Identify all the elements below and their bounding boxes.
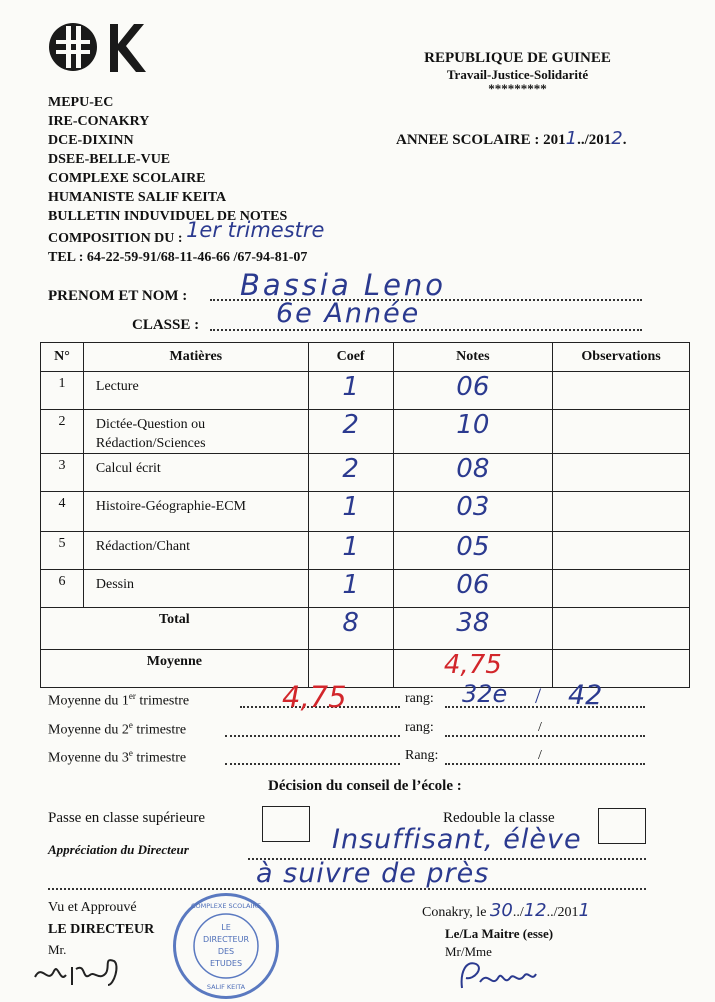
row-note: 06 [393,372,553,410]
student-class: 6e Année [276,298,421,329]
teacher-signature [440,952,560,1002]
trimester-1-rang-label: rang: [405,691,434,706]
trimester-2: Moyenne du 2e trimestre [48,720,187,738]
student-name: Bassia Leno [240,268,447,302]
school-logo [38,18,150,76]
row-observation [553,410,690,454]
row-note: 05 [393,532,553,570]
trimester-2-rang-label: rang: [405,720,434,735]
stars: ********* [488,81,547,96]
rank-separator: / [538,748,542,763]
trimester-3-rang-label: Rang: [405,748,439,763]
svg-text:ETUDES: ETUDES [209,959,243,968]
average-label: Moyenne [41,650,309,688]
trimester-1-rank: 32e [462,680,508,708]
col-subject-header: Matières [83,343,308,372]
header-line: IRE-CONAKRY [48,114,150,129]
total-note: 38 [393,608,553,650]
header-line: DSEE-BELLE-VUE [48,152,171,167]
row-number: 4 [41,492,84,532]
row-observation [553,372,690,410]
appreciation-label: Appréciation du Directeur [48,842,189,857]
table-row [41,372,690,410]
header-line: BULLETIN INDUVIDUEL DE NOTES [48,209,288,224]
header-line: DCE-DIXINN [48,133,134,148]
col-num-header: N° [41,343,84,372]
svg-text:LE: LE [221,923,231,932]
row-number: 6 [41,570,84,608]
passe-checkbox[interactable] [262,806,310,842]
director-signature [30,945,140,995]
header-line: MEPU-EC [48,95,114,110]
row-coef: 1 [308,372,393,410]
header-left [48,93,418,267]
table-header-row [41,343,690,372]
trimester-1-class-size: 42 [568,680,603,711]
row-coef: 1 [308,570,393,608]
row-subject: Lecture [83,372,308,410]
table-row [41,492,690,532]
total-coef: 8 [308,608,393,650]
row-note: 03 [393,492,553,532]
svg-text:SALIF KEITA: SALIF KEITA [206,983,246,991]
trimester-2-dots [225,734,400,737]
director-mr: Mr. [48,942,67,957]
motto: Travail-Justice-Solidarité [446,67,589,82]
row-coef: 2 [308,410,393,454]
svg-text:COMPLEXE SCOLAIRE: COMPLEXE SCOLAIRE [190,902,262,910]
class-label: CLASSE : [132,317,200,333]
col-notes-header: Notes [393,343,553,372]
approved-label: Vu et Approuvé [48,900,137,915]
class-dotline [210,328,642,331]
rank-separator: / [535,683,542,708]
row-number: 1 [41,372,84,410]
total-observation [553,608,690,650]
trimester-1-average: 4,75 [282,680,347,714]
trimester-3-rang-dots [445,762,645,765]
row-note: 06 [393,570,553,608]
teacher-mr-mme: Mr/Mme [445,944,492,959]
header-line: HUMANISTE SALIF KEITA [48,190,227,205]
svg-text:DIRECTEUR: DIRECTEUR [202,935,250,944]
teacher-label: Le/La Maitre (esse) [445,926,554,941]
table-row [41,410,690,454]
appreciation-line-1: Insuffisant, élève [332,824,582,855]
school-year: ANNEE SCOLAIRE : 2011../2012. [396,128,627,149]
grades-table [40,342,690,688]
header-right [410,50,625,95]
row-note: 08 [393,454,553,492]
total-label: Total [41,608,309,650]
row-subject: Dictée-Question ou Rédaction/Sciences [83,410,308,454]
decision-title: Décision du conseil de l’école : [268,778,462,794]
header-line: TEL : 64-22-59-91/68-11-46-66 /67-94-81-07 [48,250,308,265]
row-coef: 2 [308,454,393,492]
appreciation-line-2: à suivre de près [256,858,490,889]
row-coef: 1 [308,492,393,532]
row-observation [553,570,690,608]
redouble-label: Redouble la classe [443,810,555,826]
trimester-2-rang-dots [445,734,645,737]
row-observation [553,454,690,492]
average-value: 4,75 [393,650,553,688]
header-line [48,218,418,248]
row-observation [553,532,690,570]
row-number: 5 [41,532,84,570]
row-subject: Histoire-Géographie-ECM [83,492,308,532]
table-row [41,454,690,492]
row-subject: Rédaction/Chant [83,532,308,570]
name-label: PRENOM ET NOM : [48,288,188,304]
table-row [41,570,690,608]
header-line: COMPLEXE SCOLAIRE [48,171,206,186]
place-date: Conakry, le 30../12../2011 [422,900,590,921]
composition-label: COMPOSITION DU : [48,231,183,246]
svg-text:DES: DES [217,947,235,956]
total-row [41,608,690,650]
row-coef: 1 [308,532,393,570]
row-number: 3 [41,454,84,492]
col-coef-header: Coef [308,343,393,372]
row-observation [553,492,690,532]
republic-title: REPUBLIQUE DE GUINEE [424,50,611,66]
row-subject: Calcul écrit [83,454,308,492]
trimester-1: Moyenne du 1er trimestre [48,691,190,709]
row-subject: Dessin [83,570,308,608]
rank-separator: / [538,720,542,735]
trimester-3: Moyenne du 3e trimestre [48,748,187,766]
row-note: 10 [393,410,553,454]
passe-label: Passe en classe supérieure [48,810,206,826]
composition-handwritten: 1er trimestre [186,218,325,242]
table-row [41,532,690,570]
col-obs-header: Observations [553,343,690,372]
trimester-3-dots [225,762,400,765]
redouble-checkbox[interactable] [598,808,646,844]
row-number: 2 [41,410,84,454]
school-stamp [173,893,279,999]
director-label: LE DIRECTEUR [48,922,155,937]
